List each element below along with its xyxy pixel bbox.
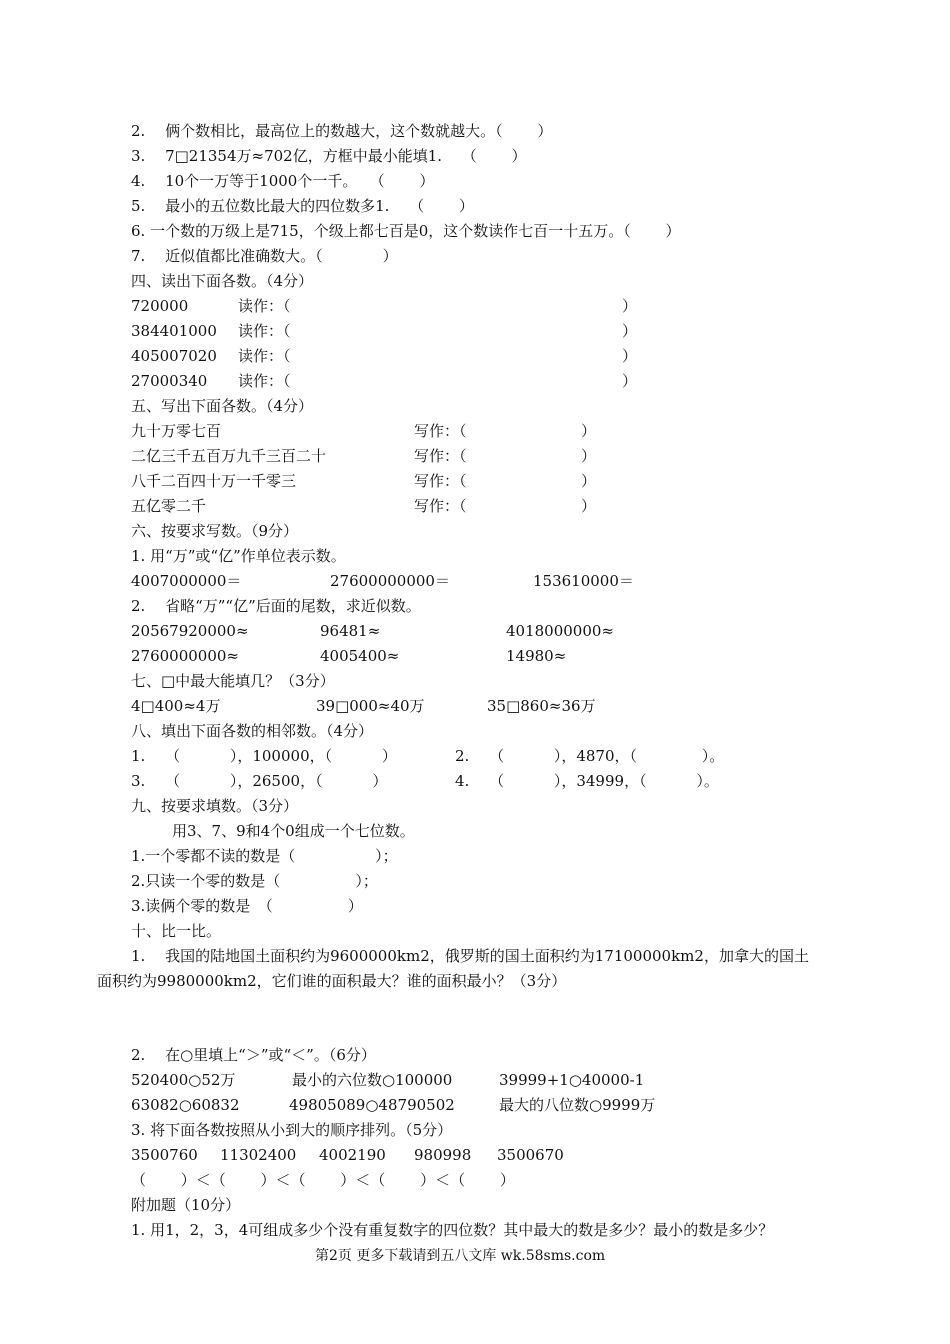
approx-item: 14980≈: [506, 647, 567, 665]
section-7-title: 七、□中最大能填几？（3分）: [131, 672, 335, 690]
judge-item-2: 2. 俩个数相比，最高位上的数越大，这个数就越大。（ ）: [131, 122, 553, 140]
read-close: ）: [622, 347, 638, 365]
compose-item: 2.只读一个零的数是（ ）；: [131, 872, 378, 890]
write-label: 写作：（: [414, 497, 467, 515]
write-close: ）: [581, 422, 597, 440]
page-footer: 第2页 更多下载请到五八文库 wk.58sms.com: [315, 1248, 606, 1264]
write-close: ）: [581, 447, 597, 465]
approx-item: 20567920000≈: [131, 622, 249, 640]
read-label: 读作：（: [238, 297, 291, 315]
judge-item-6: 6. 一个数的万级上是715，个级上都七百是0，这个数读作七百一十五万。（ ）: [131, 222, 681, 240]
compare-item: 63082○60832: [131, 1096, 240, 1114]
neighbor-item: 2. （ ），4870，（ ）。: [455, 747, 725, 765]
section-8-title: 八、填出下面各数的相邻数。（4分）: [131, 722, 374, 740]
section-6-q1: 1. 用“万”或“亿”作单位表示数。: [131, 547, 346, 565]
section-10-title: 十、比一比。: [131, 922, 222, 940]
order-number: 11302400: [220, 1146, 297, 1164]
area-question-line1: 1. 我国的陆地国土面积约为9600000km2，俄罗斯的国土面积约为17100000km2，加拿大的国土: [131, 947, 809, 965]
section-5-title: 五、写出下面各数。（4分）: [131, 397, 314, 415]
compare-item: 最小的六位数○100000: [292, 1071, 453, 1089]
write-words: 二亿三千五百万九千三百二十: [131, 447, 327, 465]
bonus-title: 附加题（10分）: [131, 1196, 241, 1214]
order-question: 3. 将下面各数按照从小到大的顺序排列。（5分）: [131, 1121, 453, 1139]
read-number: 384401000: [131, 322, 217, 340]
fill-max-item: 35□860≈36万: [487, 697, 596, 715]
read-number: 27000340: [131, 372, 208, 390]
read-number: 405007020: [131, 347, 217, 365]
compare-item: 520400○52万: [131, 1071, 236, 1089]
compare-item: 最大的八位数○9999万: [499, 1096, 656, 1114]
write-label: 写作：（: [414, 447, 467, 465]
order-number: 4002190: [319, 1146, 386, 1164]
read-close: ）: [622, 322, 638, 340]
neighbor-item: 4. （ ），34999，（ ）。: [455, 772, 719, 790]
order-number: 3500760: [131, 1146, 198, 1164]
judge-item-5: 5. 最小的五位数比最大的四位数多1. （ ）: [131, 197, 474, 215]
section-9-intro: 用3、7、9和4个0组成一个七位数。: [172, 822, 415, 840]
approx-item: 2760000000≈: [131, 647, 240, 665]
compare-item: 49805089○48790502: [289, 1096, 455, 1114]
fill-max-item: 39□000≈40万: [316, 697, 425, 715]
read-label: 读作：（: [238, 372, 291, 390]
order-number: 3500670: [497, 1146, 564, 1164]
judge-item-7: 7. 近似值都比准确数大。（ ）: [131, 247, 398, 265]
read-close: ）: [622, 372, 638, 390]
bonus-question: 1. 用1，2，3，4可组成多少个没有重复数字的四位数？其中最大的数是多少？最小的数是多少？: [131, 1221, 774, 1239]
compose-item: 3.读俩个零的数是 （ ）: [131, 897, 363, 915]
judge-item-4: 4. 10个一万等于1000个一千。 （ ）: [131, 172, 435, 190]
write-words: 九十万零七百: [131, 422, 222, 440]
section-9-title: 九、按要求填数。（3分）: [131, 797, 299, 815]
area-question-line2: 面积约为9980000km2，它们谁的面积最大？谁的面积最小？（3分）: [97, 972, 567, 990]
judge-item-3: 3. 7□21354万≈702亿，方框中最小能填1. （ ）: [131, 147, 527, 165]
write-close: ）: [581, 472, 597, 490]
read-label: 读作：（: [238, 322, 291, 340]
write-words: 五亿零二千: [131, 497, 207, 515]
write-label: 写作：（: [414, 422, 467, 440]
fill-max-item: 4□400≈4万: [131, 697, 221, 715]
write-label: 写作：（: [414, 472, 467, 490]
compare-question: 2. 在○里填上“＞”或“＜”。（6分）: [131, 1046, 376, 1064]
unit-item: 27600000000＝: [330, 572, 450, 590]
unit-item: 4007000000＝: [131, 572, 242, 590]
order-number: 980998: [414, 1146, 472, 1164]
section-4-title: 四、读出下面各数。（4分）: [131, 272, 314, 290]
section-6-title: 六、按要求写数。（9分）: [131, 522, 299, 540]
read-close: ）: [622, 297, 638, 315]
neighbor-item: 3. （ ），26500，（ ）: [131, 772, 388, 790]
unit-item: 153610000＝: [533, 572, 634, 590]
approx-item: 96481≈: [320, 622, 381, 640]
compose-item: 1.一个零都不读的数是（ ）；: [131, 847, 398, 865]
write-words: 八千二百四十万一千零三: [131, 472, 297, 490]
approx-item: 4018000000≈: [506, 622, 615, 640]
order-blanks: （ ）＜（ ）＜（ ）＜（ ）＜（ ）: [131, 1171, 515, 1189]
read-label: 读作：（: [238, 347, 291, 365]
compare-item: 39999+1○40000-1: [499, 1071, 645, 1089]
section-6-q2: 2. 省略“万”“亿”后面的尾数，求近似数。: [131, 597, 421, 615]
write-close: ）: [581, 497, 597, 515]
neighbor-item: 1. （ ），100000，（ ）: [131, 747, 397, 765]
read-number: 720000: [131, 297, 189, 315]
approx-item: 4005400≈: [320, 647, 400, 665]
